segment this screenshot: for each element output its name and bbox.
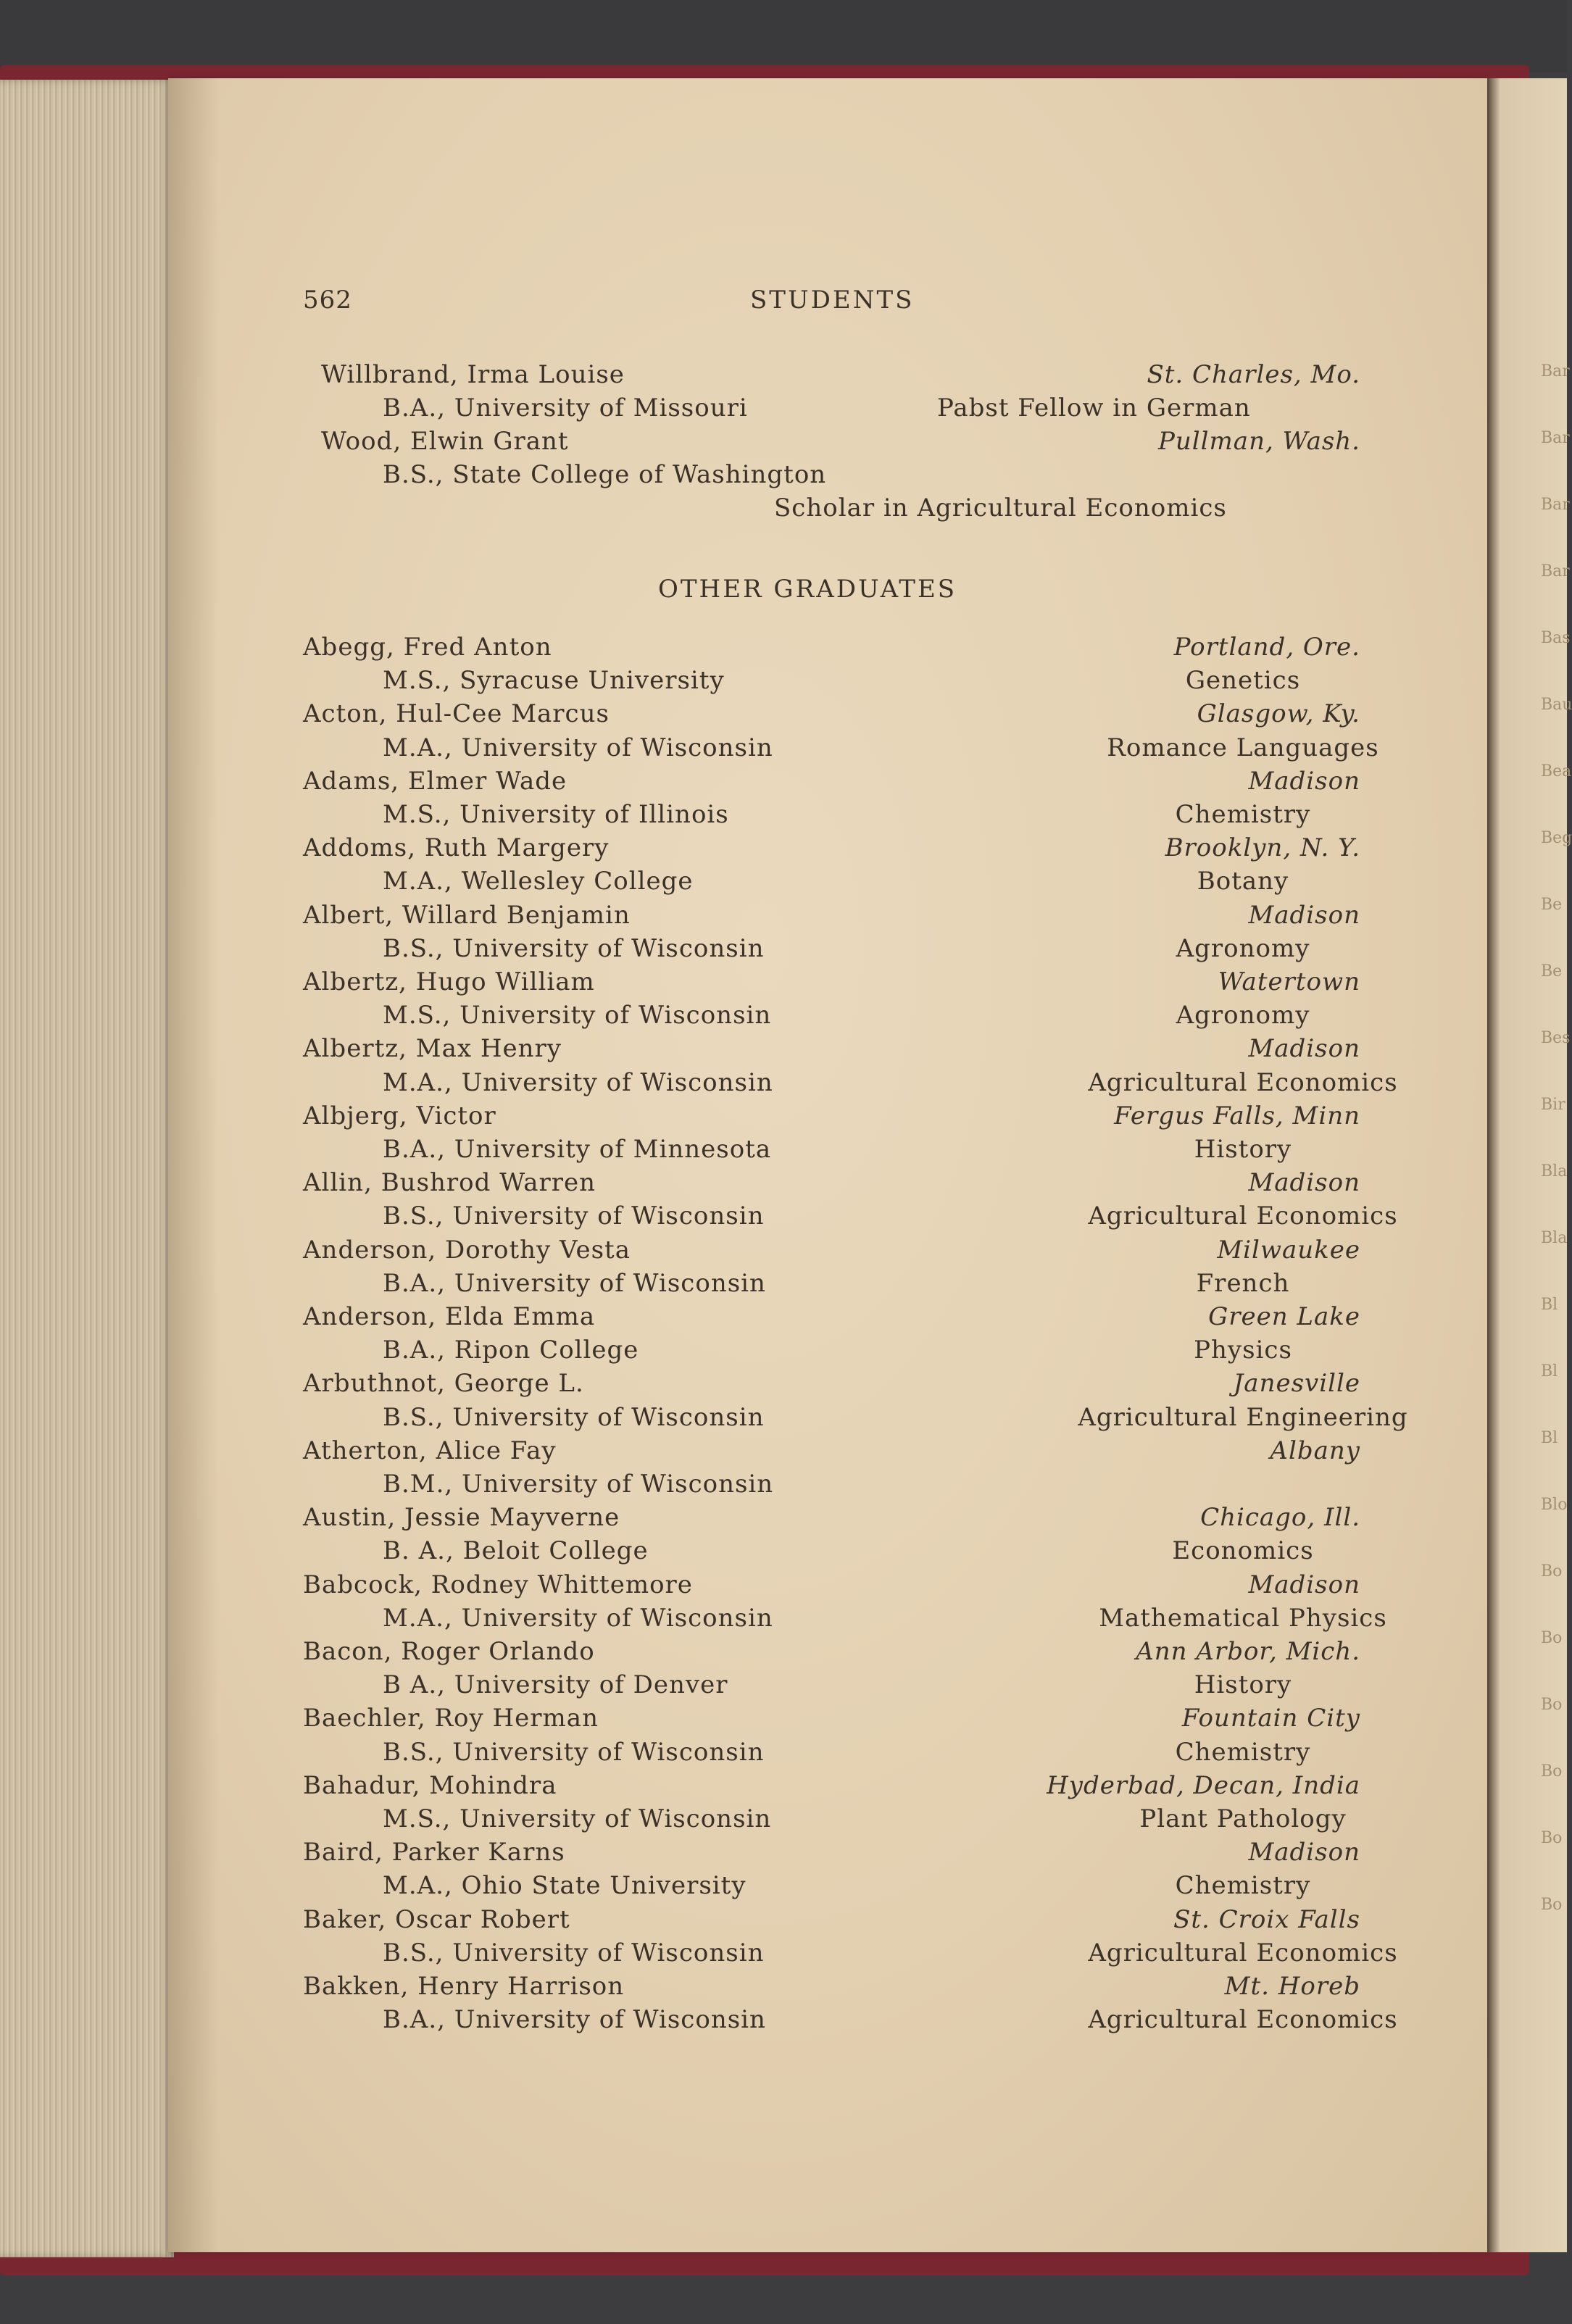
entry-field: Pabst Fellow in German [937,393,1251,422]
graduate-name: Anderson, Elda Emma [303,1302,596,1331]
graduate-field: Botany [1197,867,1289,896]
gutter-shadow [168,78,219,2252]
graduate-degree: B.A., University of Wisconsin [383,1268,766,1298]
graduate-name: Albertz, Max Henry [303,1034,562,1064]
running-head: STUDENTS [750,286,915,315]
graduate-name: Addoms, Ruth Margery [303,833,610,863]
facing-page-fragment: Bar [1541,429,1570,447]
facing-page-fragment: Bar [1541,362,1570,380]
graduate-degree: M.A., University of Wisconsin [383,733,773,762]
backdrop [0,0,1567,72]
graduate-place: Madison [1248,1168,1360,1198]
facing-page-fragment: Be [1541,896,1563,914]
graduate-name: Bacon, Roger Orlando [303,1637,595,1666]
graduate-degree: M.A., Wellesley College [383,867,694,896]
graduate-name: Austin, Jessie Mayverne [303,1503,620,1533]
graduate-degree: B.S., University of Wisconsin [383,1938,765,1967]
graduate-place: Green Lake [1208,1302,1360,1331]
graduate-field: Agronomy [1176,1001,1310,1030]
graduate-field: French [1196,1268,1290,1298]
graduate-place: Mt. Horeb [1224,1972,1360,2001]
facing-page-fragment: Bo [1541,1629,1563,1647]
graduate-place: Portland, Ore. [1173,633,1360,662]
graduate-place: Chicago, Ill. [1200,1503,1360,1533]
facing-page-fragment: Bla [1541,1229,1568,1247]
graduate-degree: B.S., University of Wisconsin [383,1402,765,1432]
graduate-place: Madison [1248,1838,1360,1867]
graduate-degree: B.A., University of Minnesota [383,1135,772,1164]
graduate-name: Acton, Hul-Cee Marcus [303,699,610,729]
graduate-field: Agronomy [1176,933,1310,963]
graduate-degree: B. A., Beloit College [383,1536,649,1566]
graduate-degree: M.S., Syracuse University [383,666,725,696]
graduate-name: Arbuthnot, George L. [303,1369,584,1399]
graduate-field: Chemistry [1175,1737,1311,1767]
graduate-name: Anderson, Dorothy Vesta [303,1235,631,1265]
facing-page-fragment: Bla [1541,1162,1568,1180]
entry-name: Willbrand, Irma Louise [321,360,625,389]
facing-page-fragment: Bar [1541,496,1570,514]
graduate-name: Adams, Elmer Wade [303,766,567,796]
entry-degree: B.S., State College of Washington [383,460,827,489]
graduate-degree: B A., University of Denver [383,1670,728,1700]
graduate-degree: M.S., University of Wisconsin [383,1804,772,1833]
graduate-field: Plant Pathology [1139,1804,1347,1833]
graduate-place: Watertown [1218,967,1360,996]
facing-page-fragment: Bo [1541,1762,1563,1781]
graduate-degree: M.A., Ohio State University [383,1871,747,1901]
graduate-place: Ann Arbor, Mich. [1136,1637,1360,1666]
graduate-degree: B.S., University of Wisconsin [383,933,765,963]
graduate-degree: M.S., University of Illinois [383,800,729,829]
graduate-field: Chemistry [1175,800,1311,829]
graduate-field: Agricultural Economics [1088,1938,1398,1967]
graduate-field: History [1194,1670,1292,1700]
graduate-degree: B.S., University of Wisconsin [383,1201,765,1231]
facing-page-fragment: Blo [1541,1496,1568,1514]
graduate-field: Economics [1172,1536,1314,1566]
graduate-place: Fergus Falls, Minn [1114,1101,1360,1130]
graduate-name: Albjerg, Victor [303,1101,496,1130]
graduate-place: Brooklyn, N. Y. [1165,833,1360,863]
graduate-degree: M.A., University of Wisconsin [383,1603,773,1633]
facing-page-fragment: Bas [1541,629,1571,647]
graduate-name: Allin, Bushrod Warren [303,1168,596,1198]
entry-name: Wood, Elwin Grant [321,427,569,456]
graduate-name: Bakken, Henry Harrison [303,1972,625,2001]
facing-page-fragment: Bl [1541,1362,1558,1380]
graduate-name: Baker, Oscar Robert [303,1904,570,1934]
entry-field: Scholar in Agricultural Economics [774,493,1227,522]
graduate-name: Bahadur, Mohindra [303,1770,557,1800]
graduate-name: Albert, Willard Benjamin [303,900,631,930]
graduate-field: Physics [1194,1336,1292,1365]
graduate-place: Albany [1270,1436,1360,1465]
graduate-name: Albertz, Hugo William [303,967,595,996]
graduate-field: History [1194,1135,1292,1164]
facing-page-fragment: Bl [1541,1429,1558,1447]
graduate-field: Chemistry [1175,1871,1311,1901]
facing-page-fragment: Bau [1541,696,1572,714]
graduate-degree: B.A., University of Wisconsin [383,2005,766,2035]
facing-page-fragment: Bo [1541,1896,1563,1914]
graduate-place: Hyderbad, Decan, India [1047,1770,1360,1800]
facing-page-fragment: Bar [1541,562,1570,580]
graduate-place: Fountain City [1181,1704,1360,1733]
page-edges [0,80,174,2257]
graduate-field: Agricultural Economics [1088,2005,1398,2035]
graduate-field: Romance Languages [1107,733,1379,762]
graduate-field: Agricultural Engineering [1078,1402,1408,1432]
graduate-degree: B.M., University of Wisconsin [383,1470,774,1499]
graduate-degree: M.A., University of Wisconsin [383,1067,773,1097]
facing-page-fragment: Beg [1541,829,1572,847]
graduate-field: Agricultural Economics [1088,1067,1398,1097]
entry-place: Pullman, Wash. [1158,427,1360,456]
facing-page-fragment: Bo [1541,1562,1563,1580]
graduate-place: Milwaukee [1217,1235,1360,1265]
graduate-field: Agricultural Economics [1088,1201,1398,1231]
facing-page-fragment: Bir [1541,1096,1565,1114]
graduate-place: Madison [1248,900,1360,930]
graduate-place: Madison [1248,766,1360,796]
graduate-name: Atherton, Alice Fay [303,1436,557,1465]
facing-page-fragment: Bl [1541,1296,1558,1314]
graduate-degree: B.S., University of Wisconsin [383,1737,765,1767]
section-heading: OTHER GRADUATES [658,575,957,604]
graduate-place: Janesville [1233,1369,1360,1399]
graduate-name: Baird, Parker Karns [303,1838,565,1867]
graduate-place: Glasgow, Ky. [1197,699,1360,729]
graduate-name: Abegg, Fred Anton [303,633,552,662]
entry-place: St. Charles, Mo. [1147,360,1360,389]
page-number: 562 [303,286,352,315]
graduate-degree: B.A., Ripon College [383,1336,639,1365]
graduate-place: Madison [1248,1570,1360,1599]
graduate-name: Babcock, Rodney Whittemore [303,1570,693,1599]
facing-page-fragment: Bo [1541,1829,1563,1847]
graduate-name: Baechler, Roy Herman [303,1704,599,1733]
facing-page-fragment: Bes [1541,1029,1571,1047]
entry-degree: B.A., University of Missouri [383,393,748,422]
graduate-field: Genetics [1185,666,1301,696]
facing-page-fragment: Be [1541,962,1563,980]
facing-page-fragment: Bea [1541,762,1572,780]
facing-page-fragment: Bo [1541,1696,1563,1714]
graduate-place: St. Croix Falls [1173,1904,1360,1934]
graduate-place: Madison [1248,1034,1360,1064]
graduate-degree: M.S., University of Wisconsin [383,1001,772,1030]
graduate-field: Mathematical Physics [1099,1603,1387,1633]
